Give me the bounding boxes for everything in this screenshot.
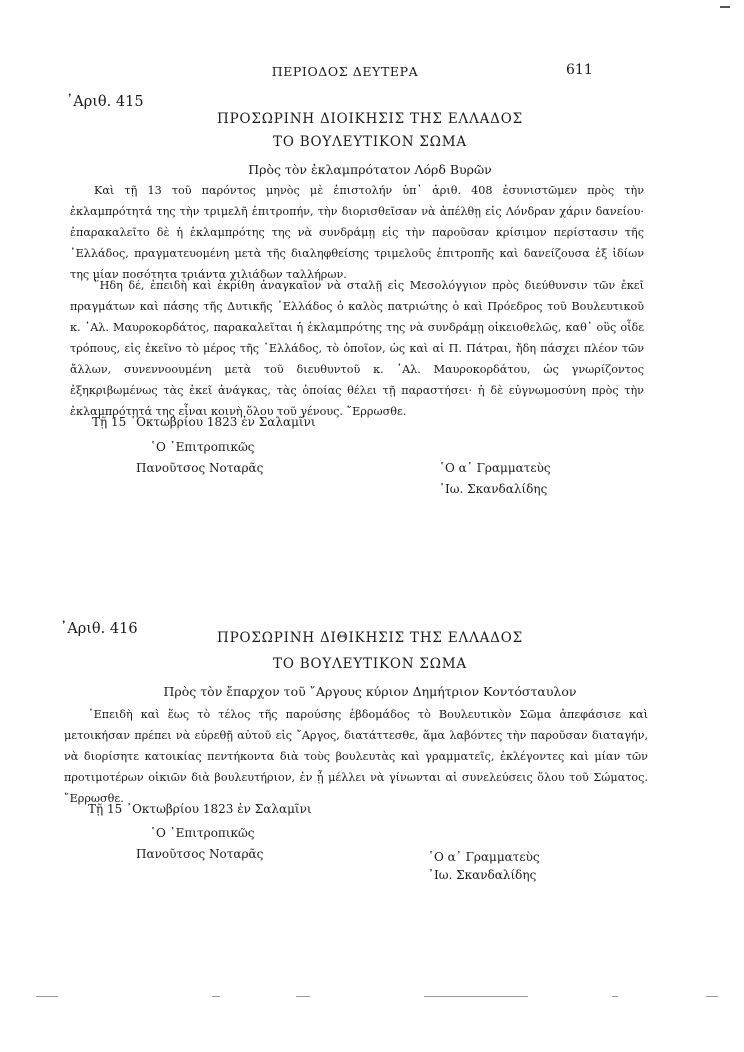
running-header: ΠΕΡΙΟΔΟΣ ΔΕΥΤΕΡΑ xyxy=(271,64,419,79)
signature-right-title: ῾Ο α᾽ Γραμματεὺς xyxy=(428,850,540,864)
scan-artifact xyxy=(296,996,310,997)
scan-artifact xyxy=(706,996,718,997)
document-paragraph: Καὶ τῇ 13 τοῦ παρόντος μηνὸς μὲ ἐπιστολήν ὑπ᾽ ἀριθ. 408 ἐσυνιστῶμεν πρὸς τὴν ἐκλαμπρότητά της τὴν τριμελῆ ἐπιτροπήν, τὴν διορισθεῖσαν νὰ ἀπέλθῃ εἰς Λόνδραν χάριν δανείου· ἐπαρακαλεῖτο δὲ ἡ ἐκλαμπρότης της νὰ συνδράμῃ εἰς τὴν παροῦσαν κρίσιμον περίστασιν τῆς ῾Ελλάδος, πραγματευομένη μετὰ τῆς διαληφθείσης τριμελοῦς ἐπιτροπῆς καὶ δανείζουσα ἐξ ἰδίων της μίαν ποσότητα τριάντα χιλιάδων ταλλήρων. xyxy=(70,184,644,281)
signature-left-title: ῾Ο ᾽Επιτροπικῶς xyxy=(150,440,255,454)
scan-artifact xyxy=(612,996,618,997)
signature-left-name: Πανοῦτσος Νοταρᾶς xyxy=(136,461,264,475)
scan-edge-mark xyxy=(720,6,730,8)
document-number: ᾽Αριθ. 416 xyxy=(60,621,138,637)
document-title-line2: ΤΟ ΒΟΥΛΕΥΤΙΚΟΝ ΣΩΜΑ xyxy=(273,134,467,150)
signature-right-title: ῾Ο α᾽ Γραμματεὺς xyxy=(439,461,551,475)
date-line: Τῇ 15 ᾽Οκτωβρίου 1823 ἐν Σαλαμῖνι xyxy=(92,415,316,429)
document-paragraph: ᾽Επειδὴ καὶ ἕως τὸ τέλος τῆς παρούσης ἑβδομάδος τὸ Βουλευτικὸν Σῶμα ἀπεφάσισε καὶ μετοικήσαν πρέπει νὰ εὑρεθῇ αὐτοῦ εἰς ῎Αργος, διατάττεσθε, ἅμα λαβόντες τὴν παροῦσαν διαταγήν, νὰ διορίσητε κατοικίας πεντήκοντα διὰ τοὺς βουλευτὰς καὶ γραμματεῖς, ἐκλέγοντες καὶ μίαν τῶν προτιμοτέρων οἰκιῶν διὰ βουλευτήριον, ἐν ᾗ μέλλει νὰ γίνωνται αἱ συνελεύσεις ὅλου τοῦ Σώματος. ῎Ερρωσθε. xyxy=(64,708,648,805)
scan-artifact xyxy=(212,996,220,997)
scan-artifact xyxy=(36,996,58,997)
signature-left-name: Πανοῦτσος Νοταρᾶς xyxy=(136,847,264,861)
document-title-line1: ΠΡΟΣΩΡΙΝΗ ΔΙΘΙΚΗΣΙΣ ΤΗΣ ΕΛΛΑΔΟΣ xyxy=(217,630,523,646)
date-line: Τῇ 15 ᾽Οκτωβρίου 1823 ἐν Σαλαμῖνι xyxy=(88,802,312,816)
signature-left-title: ῾Ο ᾽Επιτροπικῶς xyxy=(150,826,255,840)
document-paragraph: ῞Ηδη δέ, ἐπειδὴ καὶ ἐκρίθη ἀναγκαῖον νὰ σταλῇ εἰς Μεσολόγγιον πρὸς διεύθυνσιν τῶν ἐκεῖ πραγμάτων καὶ πάσης τῆς Δυτικῆς ῾Ελλάδος ὁ καλὸς πατριώτης ὁ καὶ Πρόεδρος τοῦ Βουλευτικοῦ κ. ᾽Αλ. Μαυροκορδάτος, παρακαλεῖται ἡ ἐκλαμπρότης της νὰ συνδράμῃ οἰκειοθελῶς, καθ᾽ οὓς οἶδε τρόπους, εἰς ἐκεῖνο τὸ μέρος τῆς ῾Ελλάδος, τὸ ὁποῖον, ὡς καὶ αἱ Π. Πάτραι, ἤδη πάσχει πλέον τῶν ἄλλων, συνεννοουμένη μετὰ τοῦ διευθυντοῦ κ. ᾽Αλ. Μαυροκορδάτου, ὡς γνωρίζοντος ἐξηκριβωμένως τὰς ἐκεῖ ἀνάγκας, τὰς ὁποίας θέλει τῇ παραστήσει· ἡ δὲ εὐγνωμοσύνη πρὸς τὴν ἐκλαμπρότητά της εἶναι κοινὴ ὅλου τοῦ γένους. ῎Ερρωσθε. xyxy=(70,279,644,418)
document-addressee: Πρὸς τὸν ἐκλαμπρότατον Λόρδ Βυρῶν xyxy=(248,162,492,177)
signature-right-name: ᾽Ιω. Σκανδαλίδης xyxy=(428,868,537,882)
page-number: 611 xyxy=(566,62,593,78)
document-addressee: Πρὸς τὸν ἔπαρχον τοῦ ῎Αργους κύριον Δημήτριον Κοντόσταυλον xyxy=(163,684,577,699)
signature-right-name: ᾽Ιω. Σκανδαλίδης xyxy=(439,482,548,496)
document-title-line2: ΤΟ ΒΟΥΛΕΥΤΙΚΟΝ ΣΩΜΑ xyxy=(273,656,467,672)
scan-artifact xyxy=(424,996,528,997)
document-number: ᾽Αριθ. 415 xyxy=(66,94,144,110)
document-title-line1: ΠΡΟΣΩΡΙΝΗ ΔΙΟΙΚΗΣΙΣ ΤΗΣ ΕΛΛΑΔΟΣ xyxy=(217,111,523,127)
